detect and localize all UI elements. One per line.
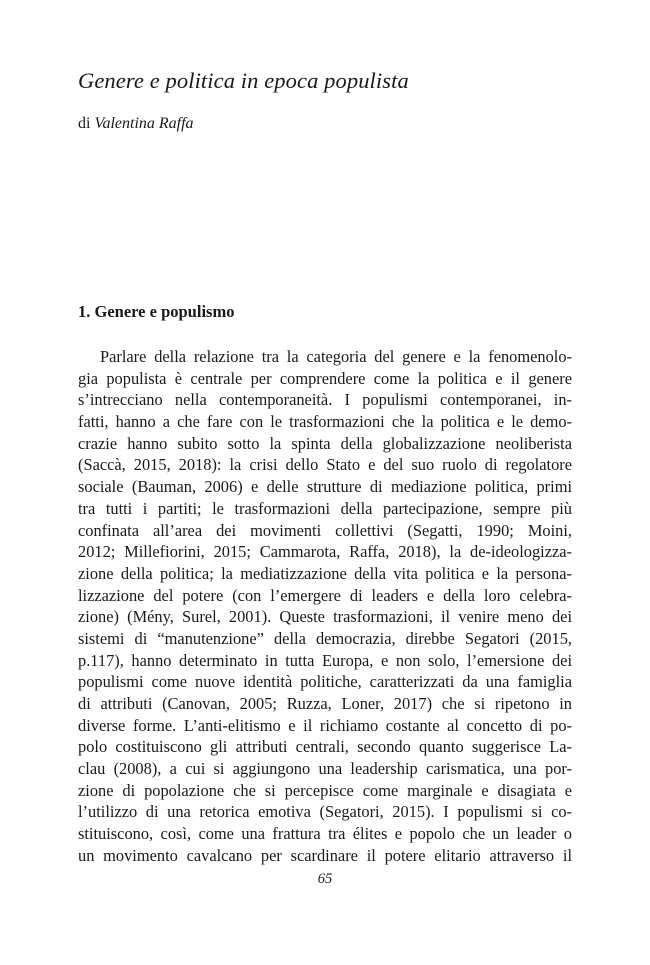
- text-line: polo costituiscono gli attributi centrali, secondo quanto suggerisce La-: [78, 737, 572, 757]
- section-heading: 1. Genere e populismo: [78, 302, 235, 321]
- text-line: gia populista è centrale per comprendere come la politica e il genere: [78, 368, 572, 388]
- chapter-title: Genere e politica in epoca populista: [78, 68, 409, 93]
- byline-prefix: di: [78, 115, 95, 132]
- text-line: zione) (Mény, Surel, 2001). Queste trasformazioni, il venire meno dei: [78, 607, 572, 627]
- text-line: stituiscono, così, come una frattura tra élites e popolo che un leader o: [78, 824, 572, 844]
- text-line: l’utilizzo di una retorica emotiva (Segatori, 2015). I populismi si co-: [78, 802, 572, 822]
- text-line: clau (2008), a cui si aggiungono una leadership carismatica, una por-: [78, 759, 572, 779]
- text-line: confinata all’area dei movimenti collettivi (Segatti, 1990; Moini,: [78, 520, 572, 540]
- author-name: Valentina Raffa: [94, 115, 194, 132]
- text-line: fatti, hanno a che fare con le trasformazioni che la politica e le demo-: [78, 412, 572, 432]
- text-line: un movimento cavalcano per scardinare il potere elitario attraverso il: [78, 845, 572, 865]
- text-line: sistemi di “manutenzione” della democrazia, direbbe Segatori (2015,: [78, 628, 572, 648]
- text-line: crazie hanno subito sotto la spinta della globalizzazione neoliberista: [78, 433, 572, 453]
- text-line: Parlare della relazione tra la categoria del genere e la fenomenolo-: [100, 347, 572, 366]
- text-line: sociale (Bauman, 2006) e delle strutture di mediazione politica, primi: [78, 477, 572, 497]
- text-line: zione di popolazione che si percepisce come marginale e disagiata e: [78, 780, 572, 800]
- text-line: di attributi (Canovan, 2005; Ruzza, Loner, 2017) che si ripetono in: [78, 694, 572, 713]
- byline: [78, 115, 194, 133]
- text-line: zione della politica; la mediatizzazione della vita politica e la persona-: [78, 563, 572, 583]
- text-line: s’intrecciano nella contemporaneità. I populismi contemporanei, in-: [78, 390, 572, 410]
- page-number: 65: [317, 871, 333, 887]
- text-line: tra tutti i partiti; le trasformazioni della partecipazione, sempre più: [78, 498, 572, 518]
- text-line: diverse forme. L’anti-elitismo e il richiamo costante al concetto di po-: [78, 715, 572, 735]
- text-line: populismi come nuove identità politiche, caratterizzati da una famiglia: [78, 672, 572, 692]
- text-line: 2012; Millefiorini, 2015; Cammarota, Raffa, 2018), la de-ideologizza-: [78, 542, 572, 562]
- text-line: (Saccà, 2015, 2018): la crisi dello Stato e del suo ruolo di regolatore: [78, 455, 572, 475]
- text-line: p.117), hanno determinato in tutta Europa, e non solo, l’emersione dei: [78, 650, 572, 670]
- text-line: lizzazione del potere (con l’emergere di leaders e della loro celebra-: [78, 585, 572, 605]
- body-paragraph: [78, 346, 572, 867]
